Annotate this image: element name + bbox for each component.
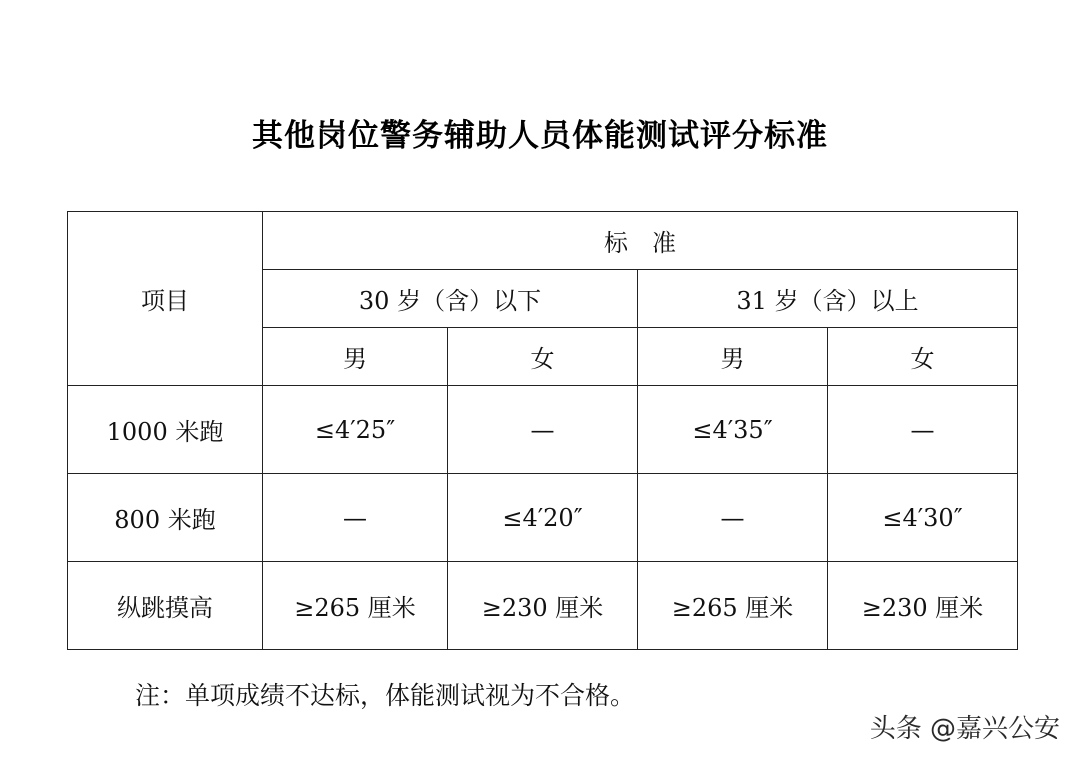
standard-header-cell: 标 准 xyxy=(263,212,1018,270)
value-cell: — xyxy=(828,386,1018,474)
table-row xyxy=(68,562,1018,650)
value-cell: ≤4′30″ xyxy=(828,474,1018,562)
gender-cell: 男 xyxy=(263,328,448,386)
item-name-cell: 1000 米跑 xyxy=(68,386,263,474)
table-row xyxy=(68,386,1018,474)
source-watermark: 头条 @嘉兴公安 xyxy=(869,714,1060,744)
age-group-31-plus: 31 岁（含）以上 xyxy=(638,270,1018,328)
scoring-standards-table xyxy=(67,211,1018,650)
value-cell: — xyxy=(448,386,638,474)
footnote: 注：单项成绩不达标，体能测试视为不合格。 xyxy=(135,681,636,710)
value-cell: — xyxy=(263,474,448,562)
gender-cell: 男 xyxy=(638,328,828,386)
value-cell: ≥265 厘米 xyxy=(638,562,828,650)
table-header-row xyxy=(68,212,1018,270)
value-cell: — xyxy=(638,474,828,562)
value-cell: ≤4′35″ xyxy=(638,386,828,474)
gender-cell: 女 xyxy=(828,328,1018,386)
value-cell: ≤4′20″ xyxy=(448,474,638,562)
value-cell: ≤4′25″ xyxy=(263,386,448,474)
gender-cell: 女 xyxy=(448,328,638,386)
item-header-cell: 项目 xyxy=(68,212,263,386)
value-cell: ≥265 厘米 xyxy=(263,562,448,650)
value-cell: ≥230 厘米 xyxy=(828,562,1018,650)
table-row xyxy=(68,474,1018,562)
value-cell: ≥230 厘米 xyxy=(448,562,638,650)
document-title: 其他岗位警务辅助人员体能测试评分标准 xyxy=(252,118,828,154)
age-group-under-30: 30 岁（含）以下 xyxy=(263,270,638,328)
item-name-cell: 800 米跑 xyxy=(68,474,263,562)
item-name-cell: 纵跳摸高 xyxy=(68,562,263,650)
